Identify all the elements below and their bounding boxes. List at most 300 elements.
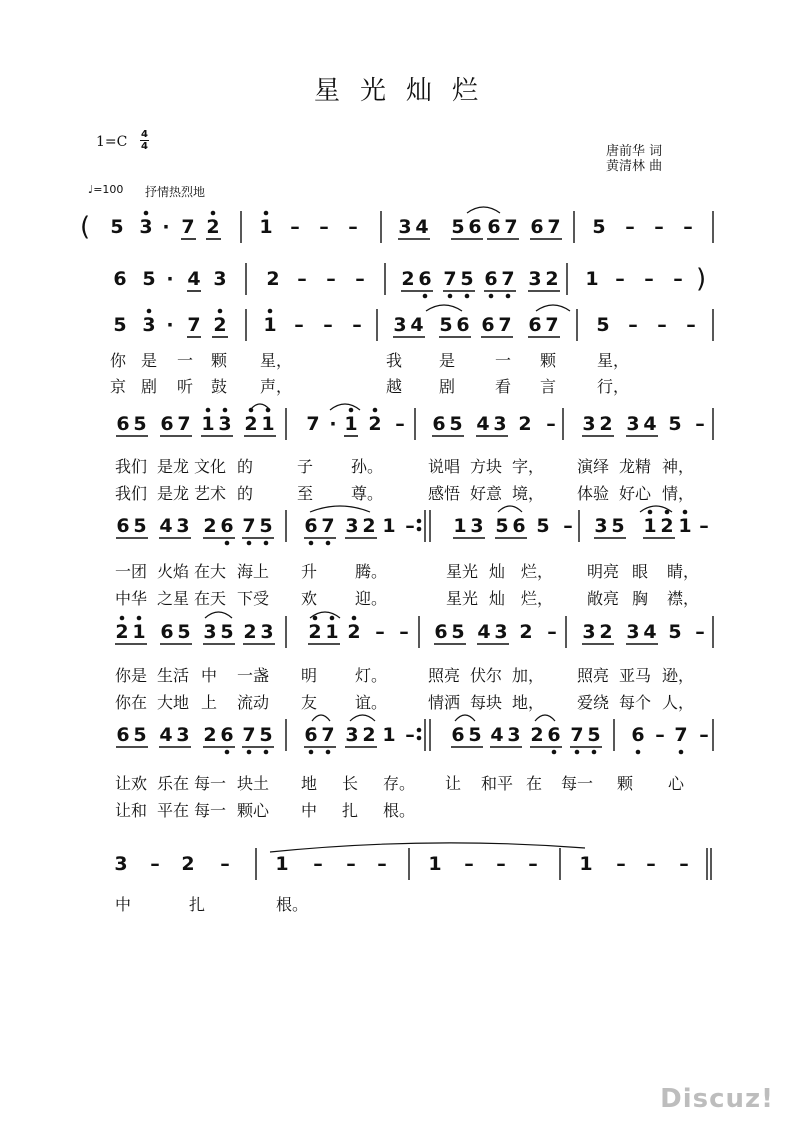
lyric-syllable: 地	[301, 774, 318, 793]
dash-note: –	[625, 216, 635, 238]
lyric-syllable: 欢	[301, 589, 318, 608]
lyric-syllable: 尊。	[351, 484, 384, 503]
lyric-syllable: 星，	[260, 351, 293, 370]
dash-note: –	[686, 314, 696, 336]
dash-note: –	[323, 314, 333, 336]
lyric-syllable: 让欢	[115, 774, 148, 793]
note: 5	[439, 314, 453, 336]
lyric-syllable: 在天	[194, 589, 227, 608]
note: 3	[594, 515, 608, 537]
lyric-syllable: 下受	[237, 589, 270, 608]
octave-dot	[352, 616, 357, 621]
octave-dot	[448, 294, 453, 299]
lyric-syllable: 颗	[617, 774, 634, 793]
note: 6	[451, 724, 465, 746]
note: 7	[498, 314, 512, 336]
note: 5	[133, 515, 147, 537]
note: 6	[432, 413, 446, 435]
lyric-syllable: 一盏	[237, 666, 270, 685]
dash-note: –	[220, 853, 230, 875]
note: 2	[203, 724, 217, 746]
note: 3	[582, 621, 596, 643]
lyric-syllable: 至	[297, 484, 314, 503]
lyric-syllable: 好意	[470, 484, 503, 503]
dash-note: –	[297, 268, 307, 290]
lyric-syllable: 一	[177, 351, 194, 370]
dash-note: –	[616, 853, 626, 875]
lyric-syllable: 你是	[115, 666, 148, 685]
note: 6	[487, 216, 501, 238]
note: 6	[160, 413, 174, 435]
octave-dot	[648, 510, 653, 515]
note: 5	[220, 621, 234, 643]
octave-dot	[552, 750, 557, 755]
lyric-syllable: 的	[237, 457, 254, 476]
note: 1	[453, 515, 467, 537]
octave-dot	[247, 541, 252, 546]
note: 7	[181, 216, 195, 238]
lyric-syllable: 颗	[211, 351, 228, 370]
dash-note: –	[395, 413, 405, 435]
note: 5	[449, 413, 463, 435]
lyric-syllable: 上	[201, 693, 218, 712]
dash-note: –	[563, 515, 573, 537]
dash-note: –	[654, 216, 664, 238]
song-title: 星光灿烂	[313, 76, 498, 106]
note: 3	[626, 413, 640, 435]
parenthesis: (	[80, 212, 91, 242]
note: 1	[259, 216, 273, 238]
note: 2	[206, 216, 220, 238]
octave-dot	[206, 408, 211, 413]
note: 5	[596, 314, 610, 336]
octave-dot	[147, 309, 152, 314]
dash-note: –	[695, 413, 705, 435]
note: 5	[468, 724, 482, 746]
lyric-syllable: 每个	[619, 693, 652, 712]
note: 2	[243, 621, 257, 643]
lyric-syllable: 言	[540, 377, 557, 396]
dash-note: –	[615, 268, 625, 290]
note: 1	[678, 515, 692, 537]
octave-dot	[264, 750, 269, 755]
lyric-syllable: 加，	[512, 666, 545, 685]
lyric-syllable: 剧	[141, 377, 158, 396]
lyric-syllable: 人，	[662, 693, 695, 712]
dash-note: –	[628, 314, 638, 336]
note: 3	[203, 621, 217, 643]
octave-dot	[309, 750, 314, 755]
note: 6	[160, 621, 174, 643]
lyric-syllable: 逊，	[662, 666, 695, 685]
note: 4	[159, 724, 173, 746]
lyric-syllable: 颗	[540, 351, 557, 370]
note: 2	[401, 268, 415, 290]
note: 2	[244, 413, 258, 435]
expression-marking: 抒情热烈地	[145, 185, 206, 199]
slur	[467, 207, 500, 213]
octave-dot	[326, 750, 331, 755]
dash-note: –	[405, 515, 415, 537]
octave-dot	[575, 750, 580, 755]
note: 3	[528, 268, 542, 290]
lyric-syllable: 在	[526, 774, 543, 793]
note: 2	[368, 413, 382, 435]
lyric-syllable: 是龙	[157, 484, 190, 503]
lyricist-credit: 唐前华 词	[606, 144, 663, 159]
dash-note: –	[377, 853, 387, 875]
lyric-syllable: 感悟	[428, 484, 461, 503]
lyric-syllable: 心	[668, 774, 685, 793]
lyric-syllable: 海上	[237, 562, 270, 581]
note: ·	[166, 268, 174, 290]
lyric-syllable: 中	[115, 895, 132, 914]
lyric-syllable: 颗心	[237, 801, 270, 820]
dash-note: –	[326, 268, 336, 290]
note: ·	[329, 413, 337, 435]
note: 6	[116, 515, 130, 537]
dash-note: –	[348, 216, 358, 238]
slur	[310, 506, 370, 512]
slur	[330, 404, 360, 410]
note: 6	[484, 268, 498, 290]
lyric-syllable: 是	[141, 351, 158, 370]
lyric-syllable: 胸	[632, 589, 649, 608]
note: 4	[643, 413, 657, 435]
lyric-syllable: 一团	[115, 562, 148, 581]
note: 6	[220, 724, 234, 746]
octave-dot	[417, 728, 422, 733]
note: 2	[347, 621, 361, 643]
note: 5	[536, 515, 550, 537]
dash-note: –	[655, 724, 665, 746]
slur	[205, 612, 232, 618]
note: 3	[470, 515, 484, 537]
slur	[498, 506, 522, 512]
lyric-syllable: 照亮	[428, 666, 461, 685]
note: ·	[162, 216, 170, 238]
dash-note: –	[699, 515, 709, 537]
octave-dot	[223, 408, 228, 413]
note: 2	[266, 268, 280, 290]
lyric-syllable: 看	[495, 377, 512, 396]
note: 4	[159, 515, 173, 537]
note: 1	[428, 853, 442, 875]
octave-dot	[137, 616, 142, 621]
note: 2	[308, 621, 322, 643]
note: 4	[477, 621, 491, 643]
dash-note: –	[644, 268, 654, 290]
lyric-syllable: 明	[301, 666, 318, 685]
lyric-syllable: 我	[386, 351, 403, 370]
note: 2	[599, 413, 613, 435]
note: 7	[187, 314, 201, 336]
octave-dot	[636, 750, 641, 755]
lyric-syllable: 让	[445, 774, 462, 793]
lyric-syllable: 伏尔	[470, 666, 503, 685]
dash-note: –	[405, 724, 415, 746]
note: 6	[304, 515, 318, 537]
note: 6	[530, 216, 544, 238]
lyric-syllable: 我们	[115, 457, 148, 476]
note: 2	[203, 515, 217, 537]
lyric-syllable: 是	[439, 351, 456, 370]
note: 1	[275, 853, 289, 875]
note: 2	[362, 515, 376, 537]
lyric-syllable: 烂，	[521, 562, 554, 581]
lyric-syllable: 体验	[577, 484, 610, 503]
note: 3	[493, 413, 507, 435]
note: 5	[133, 724, 147, 746]
note: 2	[115, 621, 129, 643]
lyric-syllable: 块土	[237, 774, 270, 793]
lyric-syllable: 情洒	[428, 693, 461, 712]
note: 1	[585, 268, 599, 290]
note: 4	[187, 268, 201, 290]
slur	[426, 305, 462, 311]
note: 1	[132, 621, 146, 643]
note: 7	[242, 724, 256, 746]
octave-dot	[218, 309, 223, 314]
lyric-syllable: 中	[201, 666, 218, 685]
note: 1	[579, 853, 593, 875]
key-signature: 1=C	[96, 134, 128, 150]
note: 6	[116, 724, 130, 746]
lyric-syllable: 根。	[276, 895, 309, 914]
note: 3	[218, 413, 232, 435]
lyric-syllable: 烂，	[521, 589, 554, 608]
note: 6	[418, 268, 432, 290]
lyric-syllable: 演绎	[577, 457, 610, 476]
lyric-syllable: 和平	[481, 774, 514, 793]
note: 6	[481, 314, 495, 336]
octave-dot	[264, 211, 269, 216]
note: 5	[451, 621, 465, 643]
note: 5	[587, 724, 601, 746]
note: 5	[592, 216, 606, 238]
octave-dot	[349, 408, 354, 413]
lyric-syllable: 扎	[342, 801, 359, 820]
note: 6	[528, 314, 542, 336]
lyric-syllable: 鼓	[211, 377, 228, 396]
note: 6	[434, 621, 448, 643]
lyric-syllable: 一	[495, 351, 512, 370]
lyric-syllable: 中华	[115, 589, 148, 608]
octave-dot	[313, 616, 318, 621]
note: 3	[494, 621, 508, 643]
lyric-syllable: 之星	[157, 589, 190, 608]
note: 5	[259, 724, 273, 746]
note: 7	[504, 216, 518, 238]
lyric-syllable: 每一	[561, 774, 594, 793]
note: 7	[306, 413, 320, 435]
lyric-syllable: 行，	[597, 377, 630, 396]
note: 5	[611, 515, 625, 537]
note: 4	[476, 413, 490, 435]
note: 4	[410, 314, 424, 336]
note: 3	[345, 515, 359, 537]
lyric-syllable: 龙精	[619, 457, 652, 476]
lyric-syllable: 中	[301, 801, 318, 820]
note: 6	[220, 515, 234, 537]
note: 7	[321, 515, 335, 537]
lyric-syllable: 的	[237, 484, 254, 503]
dash-note: –	[679, 853, 689, 875]
octave-dot	[417, 527, 422, 532]
note: 3	[260, 621, 274, 643]
octave-dot	[225, 750, 230, 755]
dash-note: –	[352, 314, 362, 336]
lyric-syllable: 灿	[489, 562, 506, 581]
lyric-syllable: 根。	[383, 801, 416, 820]
lyric-syllable: 说唱	[428, 457, 461, 476]
note: 3	[398, 216, 412, 238]
dash-note: –	[319, 216, 329, 238]
note: 3	[507, 724, 521, 746]
note: 7	[177, 413, 191, 435]
note: ·	[166, 314, 174, 336]
note: 4	[490, 724, 504, 746]
lyric-syllable: 境，	[512, 484, 545, 503]
lyric-syllable: 明亮	[587, 562, 620, 581]
lyric-syllable: 剧	[439, 377, 456, 396]
dash-note: –	[646, 853, 656, 875]
octave-dot	[326, 541, 331, 546]
note: 1	[263, 314, 277, 336]
lyric-syllable: 照亮	[577, 666, 610, 685]
octave-dot	[268, 309, 273, 314]
lyric-syllable: 大地	[157, 693, 190, 712]
note: 5	[259, 515, 273, 537]
note: 7	[443, 268, 457, 290]
octave-dot	[417, 519, 422, 524]
lyric-syllable: 神，	[662, 457, 695, 476]
note: 6	[116, 413, 130, 435]
note: 2	[545, 268, 559, 290]
octave-dot	[465, 294, 470, 299]
lyric-syllable: 字，	[512, 457, 545, 476]
octave-dot	[120, 616, 125, 621]
dash-note: –	[313, 853, 323, 875]
octave-dot	[417, 736, 422, 741]
octave-dot	[309, 541, 314, 546]
slur	[535, 715, 555, 721]
lyric-syllable: 方块	[470, 457, 503, 476]
dash-note: –	[496, 853, 506, 875]
tempo-marking: ♩=100	[88, 183, 124, 196]
lyric-syllable: 文化	[194, 457, 227, 476]
note: 1	[201, 413, 215, 435]
note: 3	[213, 268, 227, 290]
lyric-syllable: 乐在	[157, 774, 190, 793]
lyric-syllable: 京	[110, 377, 127, 396]
octave-dot	[679, 750, 684, 755]
note: 7	[242, 515, 256, 537]
lyric-syllable: 眼	[632, 562, 649, 581]
note: 7	[545, 314, 559, 336]
lyric-syllable: 爱绕	[577, 693, 610, 712]
lyric-syllable: 迎。	[355, 589, 388, 608]
lyric-syllable: 艺术	[194, 484, 227, 503]
dash-note: –	[290, 216, 300, 238]
dash-note: –	[464, 853, 474, 875]
note: 5	[110, 216, 124, 238]
note: 4	[415, 216, 429, 238]
note: 2	[181, 853, 195, 875]
lyric-syllable: 在大	[194, 562, 227, 581]
note: 5	[451, 216, 465, 238]
lyric-syllable: 襟，	[667, 589, 700, 608]
composer-credit: 黄清林 曲	[606, 159, 663, 174]
note: 1	[382, 515, 396, 537]
dash-note: –	[528, 853, 538, 875]
lyric-syllable: 地，	[512, 693, 545, 712]
lyric-syllable: 越	[386, 377, 403, 396]
dash-note: –	[150, 853, 160, 875]
lyric-syllable: 腾。	[355, 562, 388, 581]
note: 6	[456, 314, 470, 336]
note: 7	[501, 268, 515, 290]
slur	[536, 305, 570, 311]
note: 2	[362, 724, 376, 746]
octave-dot	[506, 294, 511, 299]
note: 2	[599, 621, 613, 643]
note: 5	[142, 268, 156, 290]
dash-note: –	[657, 314, 667, 336]
lyric-syllable: 好心	[619, 484, 652, 503]
note: 3	[393, 314, 407, 336]
lyric-syllable: 是龙	[157, 457, 190, 476]
octave-dot	[489, 294, 494, 299]
note: 3	[176, 515, 190, 537]
slur	[350, 715, 375, 721]
note: 1	[261, 413, 275, 435]
note: 7	[321, 724, 335, 746]
note: 3	[142, 314, 156, 336]
note: 6	[547, 724, 561, 746]
dash-note: –	[546, 413, 556, 435]
lyric-syllable: 灯。	[355, 666, 388, 685]
octave-dot	[144, 211, 149, 216]
note: 6	[113, 268, 127, 290]
note: 2	[518, 413, 532, 435]
note: 3	[582, 413, 596, 435]
lyric-syllable: 听	[177, 377, 194, 396]
note: 6	[512, 515, 526, 537]
lyric-syllable: 星，	[597, 351, 630, 370]
note: 2	[660, 515, 674, 537]
note: 1	[325, 621, 339, 643]
lyric-syllable: 火焰	[157, 562, 190, 581]
lyric-syllable: 你	[110, 351, 127, 370]
octave-dot	[683, 510, 688, 515]
note: 1	[344, 413, 358, 435]
lyric-syllable: 存。	[383, 774, 416, 793]
lyric-syllable: 平在	[157, 801, 190, 820]
note: 4	[643, 621, 657, 643]
lyric-syllable: 亚马	[619, 666, 652, 685]
note: 5	[460, 268, 474, 290]
note: 7	[570, 724, 584, 746]
lyric-syllable: 每块	[470, 693, 503, 712]
lyric-syllable: 友	[301, 693, 318, 712]
dash-note: –	[294, 314, 304, 336]
lyric-syllable: 星光	[446, 589, 479, 608]
lyric-syllable: 灿	[489, 589, 506, 608]
octave-dot	[211, 211, 216, 216]
dash-note: –	[375, 621, 385, 643]
note: 3	[114, 853, 128, 875]
